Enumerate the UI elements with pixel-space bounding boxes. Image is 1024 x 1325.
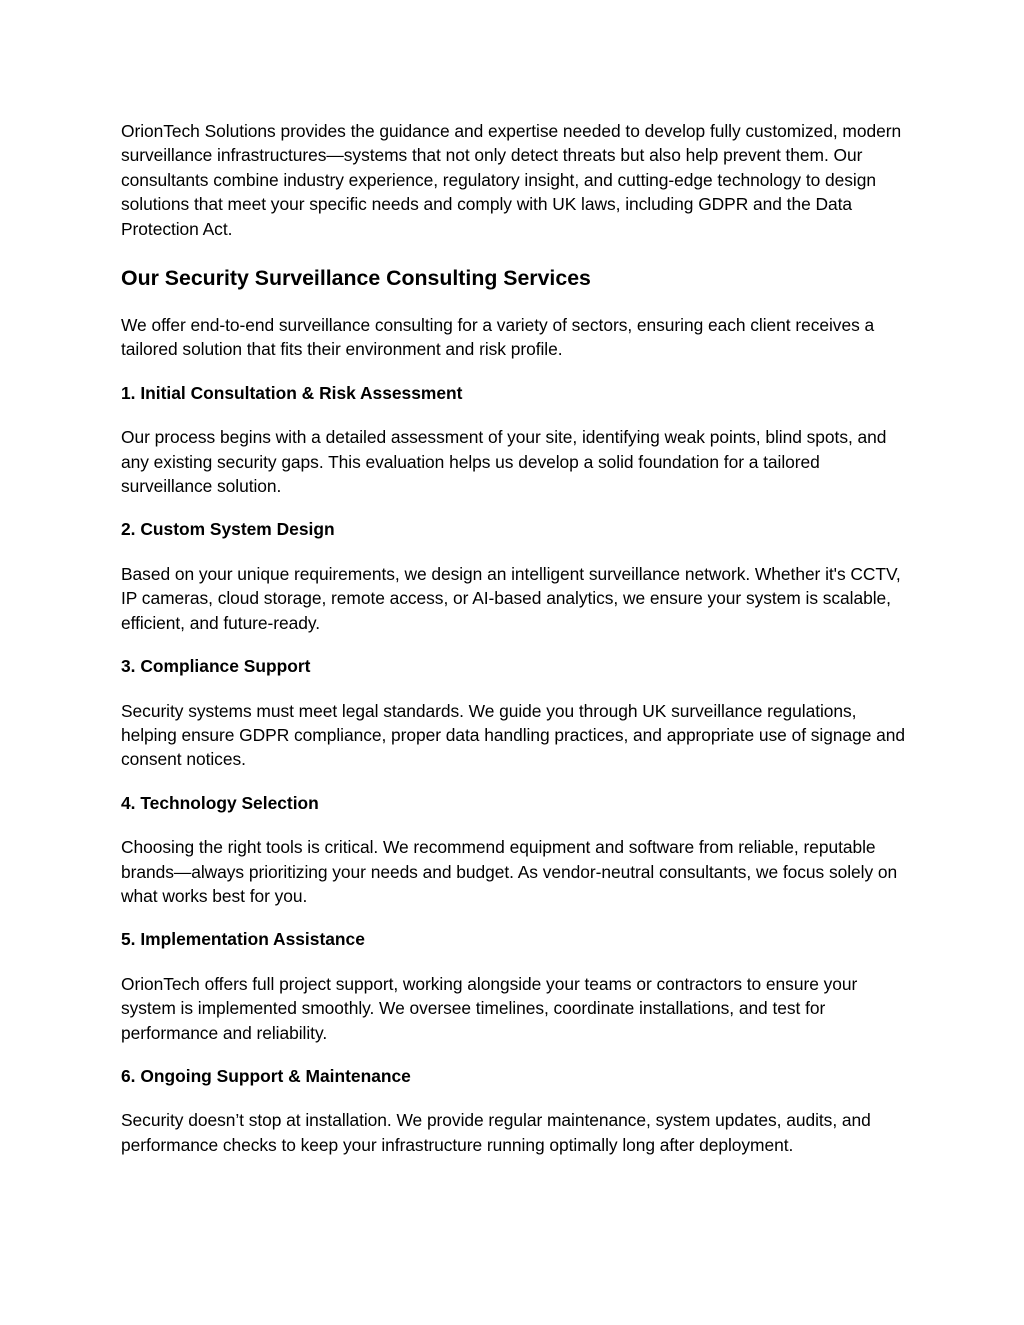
section-intro-paragraph: We offer end-to-end surveillance consulting for a variety of sectors, ensuring each client receives a tailored solution that fits their environment and risk profile. (121, 315, 875, 360)
service-item (121, 791, 911, 909)
service-heading: 4. Technology Selection (121, 792, 319, 813)
service-body: Our process begins with a detailed assessment of your site, identifying weak points, blind spots, and any existing security gaps. This evaluation helps us develop a solid foundation for a tailored surveillance solution. (121, 427, 887, 497)
service-heading: 1. Initial Consultation & Risk Assessment (121, 382, 463, 403)
service-item (121, 1064, 911, 1157)
service-body: Security doesn’t stop at installation. We provide regular maintenance, system updates, audits, and performance checks to keep your infrastructure running optimally long after deployment. (121, 1110, 871, 1155)
service-body: OrionTech offers full project support, working alongside your teams or contractors to ensure your system is implemented smoothly. We oversee timelines, coordinate installations, and test for performance and reliability. (121, 973, 858, 1043)
service-body: Choosing the right tools is critical. We recommend equipment and software from reliable, reputable brands—always prioritizing your needs and budget. As vendor-neutral consultants, we focus solely on what works best for you. (121, 837, 898, 906)
service-heading: 6. Ongoing Support & Maintenance (121, 1065, 411, 1086)
service-heading: 3. Compliance Support (121, 656, 311, 677)
service-heading: 2. Custom System Design (121, 519, 335, 540)
document-page (121, 119, 911, 1157)
service-item (121, 927, 911, 1045)
service-heading: 5. Implementation Assistance (121, 929, 365, 950)
service-item (121, 381, 911, 499)
service-body: Security systems must meet legal standards. We guide you through UK surveillance regulations, helping ensure GDPR compliance, proper data handling practices, and appropriate use of signage and consent notices. (121, 700, 905, 770)
service-item (121, 517, 911, 635)
section-heading: Our Security Surveillance Consulting Services (121, 266, 591, 291)
intro-paragraph: OrionTech Solutions provides the guidance and expertise needed to develop fully customized, modern surveillance infrastructures—systems that not only detect threats but also help prevent them. Our consultants combine industry experience, regulatory insight, and cutting-edge technology to design solutions that meet your specific needs and comply with UK laws, including GDPR and the Data Protection Act. (121, 121, 902, 239)
service-item (121, 654, 911, 772)
service-body: Based on your unique requirements, we design an intelligent surveillance network. Whether it's CCTV, IP cameras, cloud storage, remote access, or AI-based analytics, we ensure your system is scalable, efficient, and future-ready. (121, 563, 901, 633)
